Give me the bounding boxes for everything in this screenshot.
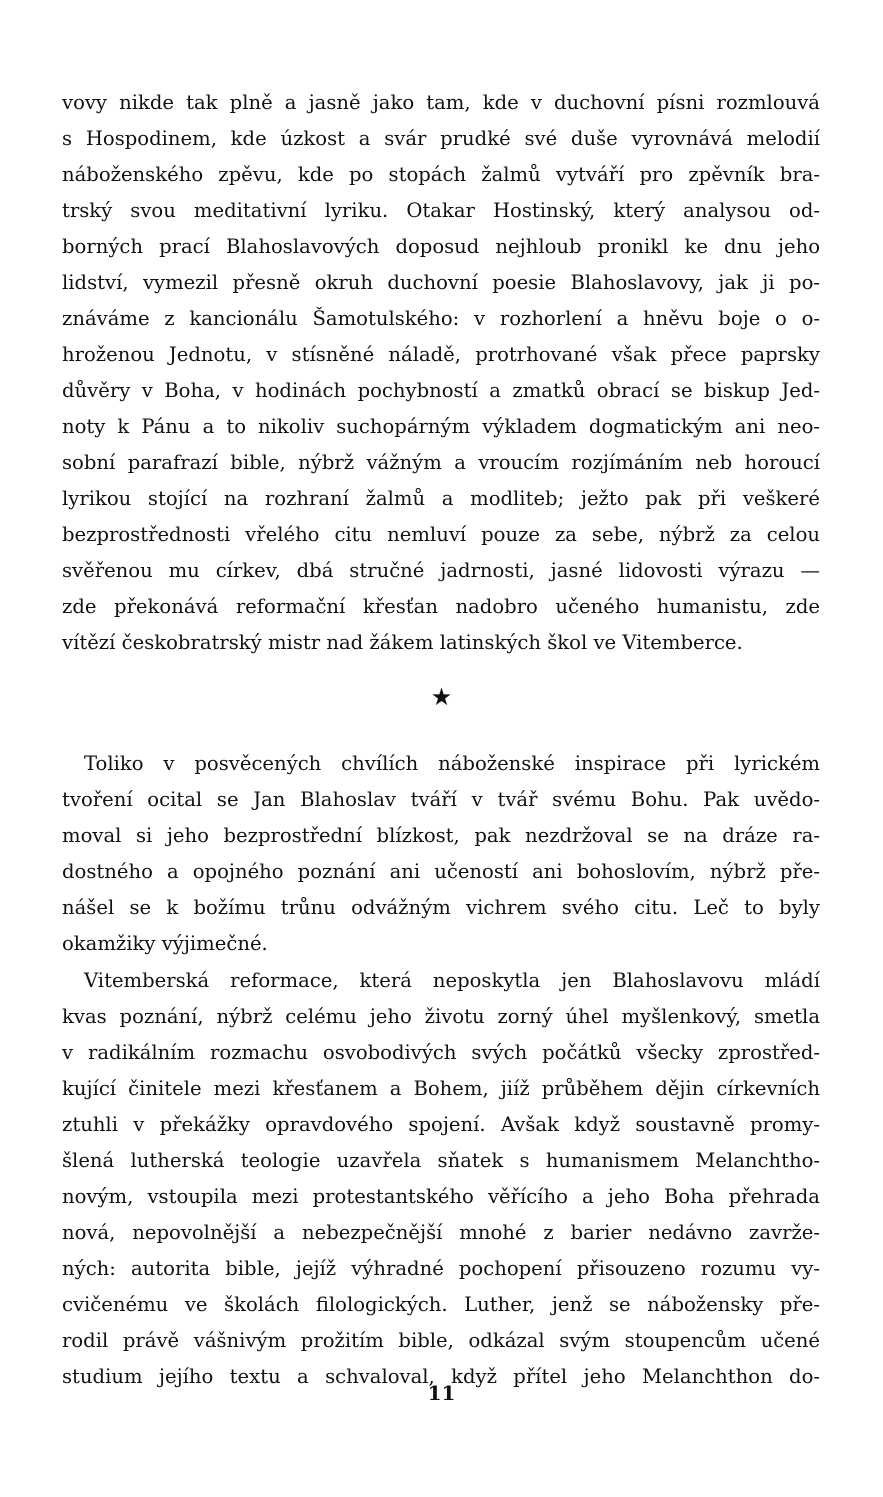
text-line: ztuhli v překážky opravdového spojení. Avšak když soustavně promy- <box>62 1113 820 1136</box>
text-line: moval si jeho bezprostřední blízkost, pak nezdržoval se na dráze ra- <box>62 824 820 847</box>
text-line: borných prací Blahoslavových doposud nejhloub pronikl ke dnu jeho <box>62 235 820 258</box>
text-line: vovy nikde tak plně a jasně jako tam, kde v duchovní písni rozmlouvá <box>62 91 820 114</box>
text-line: kující činitele mezi křesťanem a Bohem, jiíž průběhem dějin církevních <box>62 1077 820 1100</box>
text-line: lidství, vymezil přesně okruh duchovní poesie Blahoslavovy, jak ji po- <box>62 271 820 294</box>
text-line: sobní parafrazí bible, nýbrž vážným a vroucím rozjímáním neb horoucí <box>62 451 820 474</box>
text-line: náboženského zpěvu, kde po stopách žalmů vytváří pro zpěvník bra- <box>62 163 820 186</box>
text-line: noty k Pánu a to nikoliv suchopárným výkladem dogmatickým ani neo- <box>62 415 820 438</box>
text-line: novým, vstoupila mezi protestantského věřícího a jeho Boha přehrada <box>62 1185 820 1208</box>
text-line: vítězí českobratrský mistr nad žákem latinských škol ve Vitemberce. <box>62 631 743 654</box>
text-line: rodil právě vášnivým prožitím bible, odkázal svým stoupencům učené <box>62 1329 820 1352</box>
page-number: 11 <box>427 1381 456 1405</box>
text-line: nášel se k božímu trůnu odvážným vichrem svého citu. Leč to byly <box>62 896 820 919</box>
text-line: kvas poznání, nýbrž celému jeho životu zorný úhel myšlenkový, smetla <box>62 1005 820 1028</box>
text-line: nová, nepovolnější a nebezpečnější mnohé z barier nedávno zavrže- <box>62 1221 820 1244</box>
text-line: cvičenému ve školách filologických. Luther, jenž se nábožensky pře- <box>62 1293 820 1316</box>
text-line: okamžiky výjimečné. <box>62 932 268 955</box>
section-break-star: ★ <box>430 683 453 711</box>
text-line: studium jejího textu a schvaloval, když přítel jeho Melanchthon do- <box>62 1365 820 1388</box>
text-line: důvěry v Boha, v hodinách pochybností a zmatků obrací se biskup Jed- <box>62 379 820 402</box>
text-line: Vitemberská reformace, která neposkytla jen Blahoslavovu mládí <box>84 969 820 992</box>
text-line: trský svou meditativní lyriku. Otakar Hostinský, který analysou od- <box>62 199 820 222</box>
text-line: s Hospodinem, kde úzkost a svár prudké své duše vyrovnává melodií <box>62 127 820 150</box>
text-line: v radikálním rozmachu osvobodivých svých počátků všecky zprostřed- <box>62 1041 820 1064</box>
text-line: svěřenou mu církev, dbá stručné jadrnosti, jasné lidovosti výrazu — <box>62 559 820 582</box>
text-line: dostného a opojného poznání ani učeností ani bohoslovím, nýbrž pře- <box>62 860 820 883</box>
text-line: bezprostřednosti vřelého citu nemluví pouze za sebe, nýbrž za celou <box>62 523 820 546</box>
text-line: šlená lutherská teologie uzavřela sňatek s humanismem Melanchtho- <box>62 1149 820 1172</box>
text-line: hroženou Jednotu, v stísněné náladě, protrhované však přece paprsky <box>62 343 820 366</box>
text-line: Toliko v posvěcených chvílích náboženské inspirace při lyrickém <box>84 752 820 775</box>
text-line: ných: autorita bible, jejíž výhradné pochopení přisouzeno rozumu vy- <box>62 1257 820 1280</box>
text-line: zde překonává reformační křesťan nadobro učeného humanistu, zde <box>62 595 820 618</box>
text-line: znáváme z kancionálu Šamotulského: v rozhorlení a hněvu boje o o- <box>62 307 820 330</box>
text-line: tvoření ocital se Jan Blahoslav tváří v tvář svému Bohu. Pak uvědo- <box>62 788 820 811</box>
text-line: lyrikou stojící na rozhraní žalmů a modliteb; ježto pak při veškeré <box>62 487 820 510</box>
